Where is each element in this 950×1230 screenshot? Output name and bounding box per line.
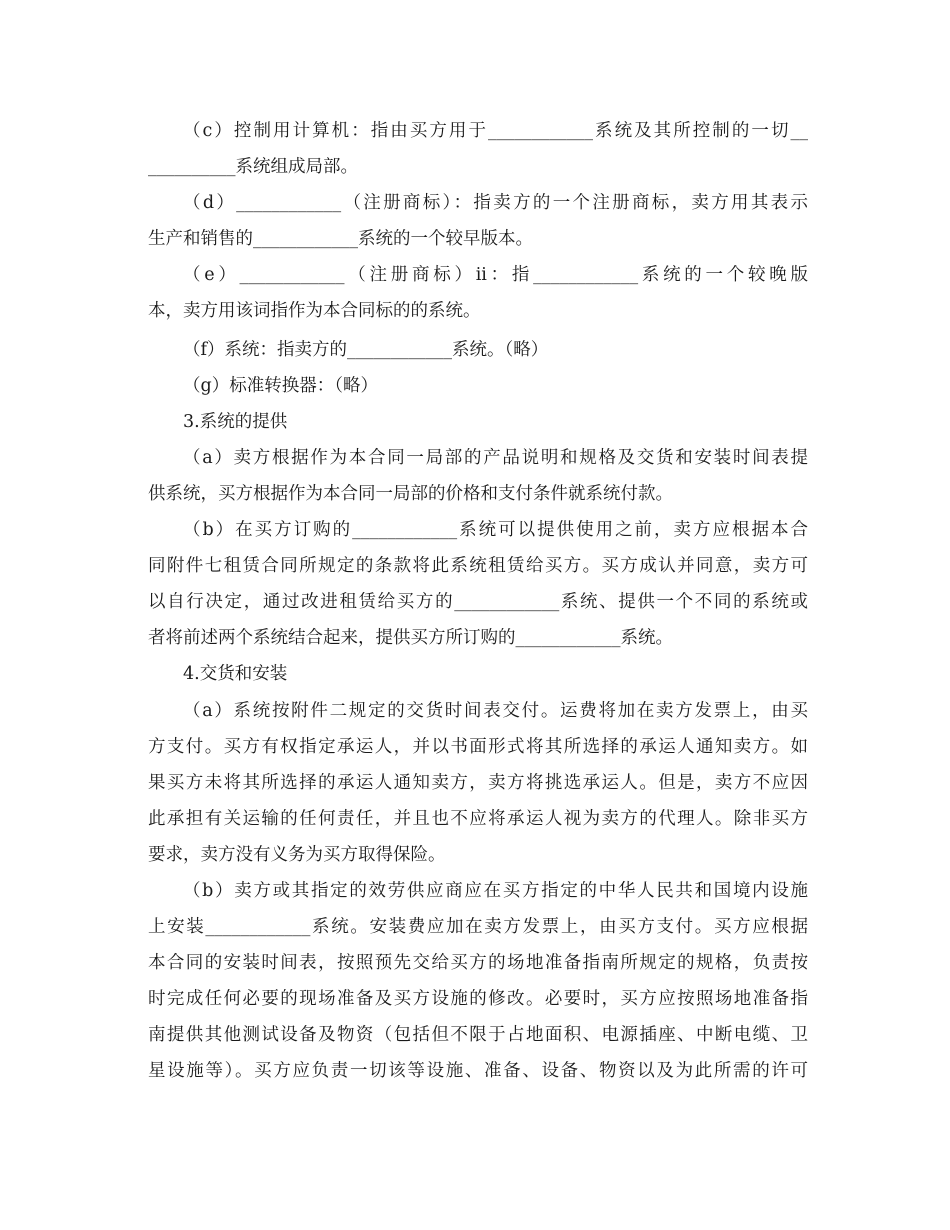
text-line: 者将前述两个系统结合起来，提供买方所订购的____________系统。 [148, 628, 673, 648]
text-line: 供系统，买方根据作为本合同一局部的价格和支付条件就系统付款。 [148, 484, 673, 504]
text-line: （f）系统：指卖方的____________系统。（略） [183, 340, 549, 360]
text-line: 时完成任何必要的现场准备及买方设施的修改。必要时，买方应按照场地准备指 [148, 989, 808, 1009]
text-line: （b）在买方订购的____________系统可以提供使用之前，卖方应根据本合 [183, 520, 808, 540]
text-line: 同附件七租赁合同所规定的条款将此系统租赁给买方。买方成认并同意，卖方可 [148, 556, 808, 576]
text-line: （g）标准转换器：（略） [183, 376, 378, 396]
text-line: 此承担有关运输的任何责任，并且也不应将承运人视为卖方的代理人。除非买方 [148, 809, 808, 829]
text-line: （a）系统按附件二规定的交货时间表交付。运费将加在卖方发票上，由买 [183, 701, 808, 721]
text-line: __________系统组成局部。 [148, 157, 358, 177]
text-line: （b）卖方或其指定的效劳供应商应在买方指定的中华人民共和国境内设施 [183, 881, 808, 901]
text-line: 果买方未将其所选择的承运人通知卖方，卖方将挑选承运人。但是，卖方不应因 [148, 773, 808, 793]
text-line: 南提供其他测试设备及物资（包括但不限于占地面积、电源插座、中断电缆、卫 [148, 1025, 808, 1045]
text-line: 星设施等）。买方应负责一切该等设施、准备、设备、物资以及为此所需的许可 [148, 1061, 808, 1081]
text-line: （a）卖方根据作为本合同一局部的产品说明和规格及交货和安装时间表提 [183, 448, 808, 468]
text-line: 本合同的安装时间表，按照预先交给买方的场地准备指南所规定的规格，负责按 [148, 953, 808, 973]
text-line: 生产和销售的____________系统的一个较早版本。 [148, 229, 533, 249]
text-line: 上安装____________系统。安装费应加在卖方发票上，由买方支付。买方应根据 [148, 917, 808, 937]
text-line: 要求，卖方没有义务为买方取得保险。 [148, 845, 446, 865]
text-line: （e）____________（注册商标）ii：指____________系统的一个较晚版 [183, 265, 808, 285]
section-heading: 3.系统的提供 [183, 412, 288, 432]
text-line: （c）控制用计算机：指由买方用于____________系统及其所控制的一切__ [183, 121, 808, 141]
section-heading: 4.交货和安装 [183, 664, 288, 684]
text-line: （d）____________（注册商标）：指卖方的一个注册商标，卖方用其表示 [183, 193, 808, 213]
text-line: 以自行决定，通过改进租赁给买方的____________系统、提供一个不同的系统或 [148, 592, 808, 612]
text-line: 本，卖方用该词指作为本合同标的的系统。 [148, 301, 481, 321]
text-line: 方支付。买方有权指定承运人，并以书面形式将其所选择的承运人通知卖方。如 [148, 737, 808, 757]
